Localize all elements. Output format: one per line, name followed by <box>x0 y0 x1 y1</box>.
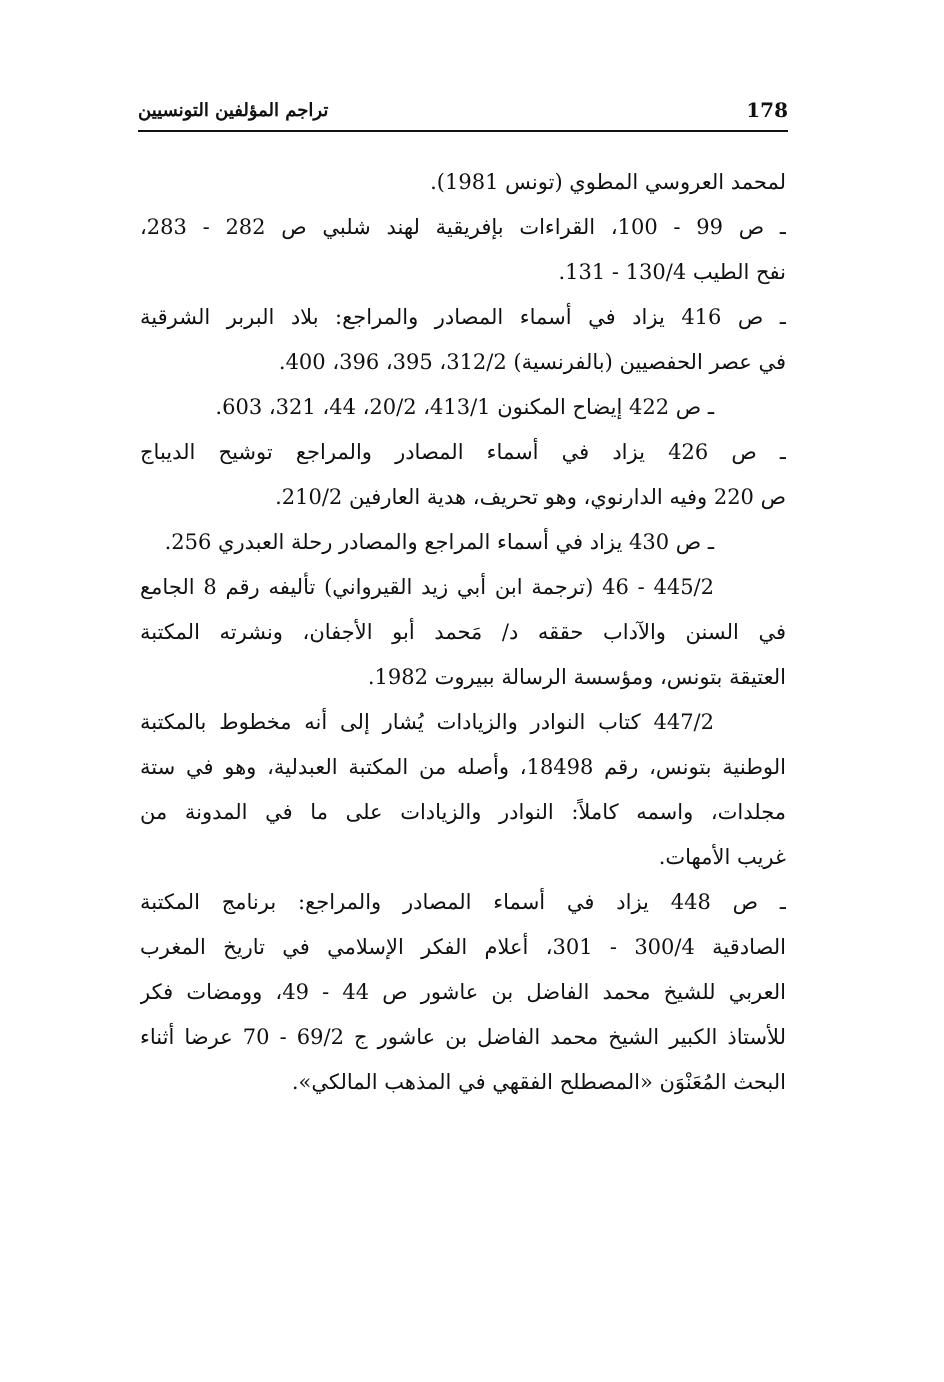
text-line: ـ ص 99 - 100، القراءات بإفريقية لهند شلبي ص 282 - 283، <box>140 215 786 239</box>
text-line: ـ ص 448 يزاد في أسماء المصادر والمراجع: برنامج المكتبة <box>140 890 786 914</box>
text-line: لمحمد العروسي المطوي (تونس 1981). <box>430 170 786 194</box>
text-line: ـ ص 422 إيضاح المكنون 413/1، 20/2، 44، 321، 603. <box>215 395 714 419</box>
text-line: العتيقة بتونس، ومؤسسة الرسالة ببيروت 1982. <box>367 665 786 689</box>
text-line: غريب الأمهات. <box>658 845 786 869</box>
text-line: ـ ص 430 يزاد في أسماء المراجع والمصادر رحلة العبدري 256. <box>164 530 714 554</box>
page-number: 178 <box>746 98 788 122</box>
page-header <box>138 96 788 130</box>
page-body <box>140 160 786 1105</box>
text-line: البحث المُعَنْوَن «المصطلح الفقهي في المذهب المالكي». <box>291 1070 786 1094</box>
text-line: ـ ص 426 يزاد في أسماء المصادر والمراجع توشيح الديباج <box>140 440 786 464</box>
text-line: في عصر الحفصيين (بالفرنسية) 312/2، 395، 396، 400. <box>278 350 786 374</box>
text-line: نفح الطيب 130/4 - 131. <box>558 260 786 284</box>
text-line: العربي للشيخ محمد الفاضل بن عاشور ص 44 - 49، وومضات فكر <box>140 980 786 1004</box>
header-rule <box>138 130 788 132</box>
text-line: للأستاذ الكبير الشيخ محمد الفاضل بن عاشور ج 69/2 - 70 عرضا أثناء <box>140 1025 786 1049</box>
text-line: ـ ص 416 يزاد في أسماء المصادر والمراجع: بلاد البربر الشرقية <box>140 305 786 329</box>
text-line: 445/2 - 46 (ترجمة ابن أبي زيد القيرواني) تأليفه رقم 8 الجامع <box>140 575 714 599</box>
text-line: الصادقية 300/4 - 301، أعلام الفكر الإسلامي في تاريخ المغرب <box>140 935 786 959</box>
text-line: 447/2 كتاب النوادر والزيادات يُشار إلى أنه مخطوط بالمكتبة <box>140 710 714 734</box>
text-line: في السنن والآداب حققه د/ مَحمد أبو الأجفان، ونشرته المكتبة <box>140 620 786 644</box>
text-line: الوطنية بتونس، رقم 18498، وأصله من المكتبة العبدلية، وهو في ستة <box>140 755 786 779</box>
running-title: تراجم المؤلفين التونسيين <box>138 100 329 121</box>
text-line: مجلدات، واسمه كاملاً: النوادر والزيادات على ما في المدونة من <box>140 800 786 824</box>
text-line: ص 220 وفيه الدارنوي، وهو تحريف، هدية العارفين 210/2. <box>275 485 786 509</box>
